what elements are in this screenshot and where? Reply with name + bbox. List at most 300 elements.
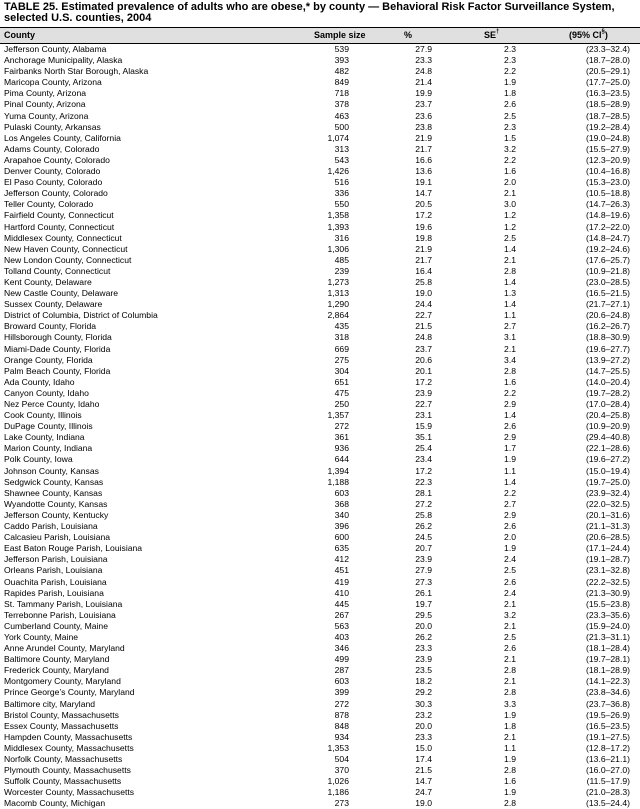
cell-sample-size: 600 [334, 532, 349, 543]
table-row [0, 732, 640, 743]
cell-county: Johnson County, Kansas [4, 465, 99, 476]
cell-county: Yuma County, Arizona [4, 110, 89, 121]
cell-ci: (16.5–21.5) [586, 288, 630, 299]
cell-ci: (13.9–27.2) [586, 354, 630, 365]
cell-ci: (19.7–28.1) [586, 654, 630, 665]
cell-sample-size: 1,273 [327, 276, 349, 287]
cell-ci: (14.1–22.3) [586, 676, 630, 687]
cell-se: 1.4 [504, 299, 516, 310]
cell-percent: 17.2 [415, 465, 432, 476]
cell-se: 2.2 [504, 487, 516, 498]
cell-percent: 20.0 [415, 620, 432, 631]
cell-ci: (11.5–17.9) [586, 776, 630, 787]
cell-county: Teller County, Colorado [4, 199, 94, 210]
cell-sample-size: 651 [334, 376, 349, 387]
cell-se: 1.9 [504, 709, 516, 720]
cell-percent: 21.7 [415, 143, 432, 154]
cell-percent: 15.0 [415, 742, 432, 753]
cell-se: 1.6 [504, 376, 516, 387]
cell-sample-size: 482 [334, 66, 349, 77]
cell-sample-size: 1,186 [327, 787, 349, 798]
cell-county: Sussex County, Delaware [4, 299, 103, 310]
cell-county: Essex County, Massachusetts [4, 720, 119, 731]
cell-percent: 23.1 [415, 410, 432, 421]
cell-percent: 27.9 [415, 565, 432, 576]
cell-se: 1.6 [504, 166, 516, 177]
header-se-label: SE [484, 30, 497, 40]
cell-county: Polk County, Iowa [4, 454, 73, 465]
table-row [0, 210, 640, 221]
cell-county: District of Columbia, District of Columbia [4, 310, 158, 321]
cell-se: 2.3 [504, 55, 516, 66]
cell-percent: 17.2 [415, 210, 432, 221]
cell-se: 2.7 [504, 321, 516, 332]
cell-ci: (23.1–32.8) [586, 565, 630, 576]
cell-ci: (12.3–20.9) [586, 154, 630, 165]
cell-percent: 29.5 [415, 609, 432, 620]
cell-percent: 23.4 [415, 454, 432, 465]
cell-se: 2.8 [504, 798, 516, 809]
cell-sample-size: 1,353 [327, 742, 349, 753]
cell-se: 1.4 [504, 410, 516, 421]
cell-se: 2.2 [504, 387, 516, 398]
cell-se: 2.8 [504, 687, 516, 698]
cell-se: 2.9 [504, 509, 516, 520]
table-row [0, 488, 640, 499]
cell-se: 3.3 [504, 698, 516, 709]
cell-se: 2.1 [504, 254, 516, 265]
cell-percent: 22.7 [415, 399, 432, 409]
table-row [0, 787, 640, 798]
cell-percent: 30.3 [415, 698, 432, 709]
cell-ci: (18.1–28.4) [586, 643, 630, 654]
table-row [0, 710, 640, 721]
cell-sample-size: 718 [334, 88, 349, 99]
table-row [0, 466, 640, 477]
cell-percent: 26.2 [415, 521, 432, 532]
cell-percent: 21.5 [415, 765, 432, 776]
cell-county: Terrebonne Parish, Louisiana [4, 609, 116, 620]
cell-sample-size: 368 [334, 498, 349, 509]
cell-sample-size: 287 [334, 665, 349, 676]
cell-percent: 22.3 [415, 476, 432, 487]
cell-percent: 23.3 [415, 731, 432, 742]
table-row [0, 355, 640, 366]
cell-sample-size: 1,074 [327, 132, 349, 143]
cell-sample-size: 318 [334, 332, 349, 343]
table-row [0, 55, 640, 66]
cell-county: Ada County, Idaho [4, 376, 75, 387]
table-row [0, 388, 640, 399]
cell-county: Maricopa County, Arizona [4, 77, 102, 88]
cell-ci: (23.3–32.4) [586, 44, 630, 54]
cell-sample-size: 1,313 [327, 288, 349, 299]
cell-se: 2.8 [504, 265, 516, 276]
cell-se: 1.6 [504, 776, 516, 787]
cell-percent: 24.8 [415, 66, 432, 77]
cell-percent: 17.2 [415, 376, 432, 387]
cell-se: 1.1 [504, 465, 516, 476]
cell-sample-size: 403 [334, 631, 349, 642]
table-row [0, 410, 640, 421]
cell-se: 2.1 [504, 598, 516, 609]
cell-percent: 21.4 [415, 77, 432, 88]
header-ci-open: (95% CI [569, 30, 602, 40]
cell-ci: (15.5–23.8) [586, 598, 630, 609]
cell-sample-size: 370 [334, 765, 349, 776]
cell-county: Jefferson County, Kentucky [4, 509, 109, 520]
cell-se: 2.6 [504, 99, 516, 110]
table-row [0, 610, 640, 621]
cell-county: El Paso County, Colorado [4, 177, 103, 188]
cell-sample-size: 361 [334, 432, 349, 443]
cell-county: Norfolk County, Massachusetts [4, 754, 123, 764]
cell-sample-size: 1,306 [327, 243, 349, 254]
table-row [0, 377, 640, 388]
table-row [0, 88, 640, 99]
table-row [0, 599, 640, 610]
cell-se: 1.9 [504, 787, 516, 798]
cell-sample-size: 275 [334, 354, 349, 365]
cell-sample-size: 1,358 [327, 210, 349, 221]
table-row [0, 155, 640, 166]
cell-ci: (13.5–24.4) [586, 798, 630, 809]
cell-sample-size: 504 [334, 754, 349, 764]
cell-se: 1.8 [504, 720, 516, 731]
cell-county: Hampden County, Massachusetts [4, 731, 133, 742]
cell-percent: 20.7 [415, 543, 432, 554]
table-row [0, 288, 640, 299]
table-row [0, 233, 640, 244]
cell-percent: 27.2 [415, 498, 432, 509]
cell-sample-size: 412 [334, 554, 349, 565]
table-row [0, 77, 640, 88]
cell-county: Jefferson Parish, Louisiana [4, 554, 108, 565]
cell-ci: (19.7–28.2) [586, 387, 630, 398]
cell-percent: 16.6 [415, 154, 432, 165]
cell-county: Anne Arundel County, Maryland [4, 643, 125, 654]
cell-se: 2.4 [504, 554, 516, 565]
cell-sample-size: 399 [334, 687, 349, 698]
cell-sample-size: 273 [334, 798, 349, 809]
cell-ci: (14.7–26.3) [586, 199, 630, 210]
cell-percent: 25.8 [415, 509, 432, 520]
table-row [0, 199, 640, 210]
cell-se: 2.6 [504, 421, 516, 432]
cell-sample-size: 378 [334, 99, 349, 110]
table-row [0, 66, 640, 77]
cell-sample-size: 644 [334, 454, 349, 465]
cell-se: 2.5 [504, 110, 516, 121]
cell-percent: 23.3 [415, 55, 432, 66]
table-title: TABLE 25. Estimated prevalence of adults who are obese,* by county — Behavioral Risk Factor Surveillance System, selected U.S. counties, 2004 [4, 1, 615, 24]
table-row [0, 443, 640, 454]
table-row [0, 588, 640, 599]
cell-percent: 24.7 [415, 787, 432, 798]
cell-county: Wyandotte County, Kansas [4, 498, 108, 509]
cell-sample-size: 272 [334, 698, 349, 709]
header-se [484, 29, 499, 41]
cell-sample-size: 2,864 [327, 310, 349, 321]
cell-sample-size: 543 [334, 154, 349, 165]
cell-percent: 20.5 [415, 199, 432, 210]
cell-percent: 23.9 [415, 654, 432, 665]
table-row [0, 166, 640, 177]
table-row [0, 499, 640, 510]
table-row [0, 543, 640, 554]
header-ci [569, 29, 608, 41]
cell-sample-size: 1,426 [327, 166, 349, 177]
table-row [0, 643, 640, 654]
cell-sample-size: 346 [334, 643, 349, 654]
cell-percent: 19.9 [415, 88, 432, 99]
cell-ci: (16.5–23.5) [586, 720, 630, 731]
cell-percent: 14.7 [415, 188, 432, 199]
table-row [0, 454, 640, 465]
table-row [0, 321, 640, 332]
table-row [0, 554, 640, 565]
cell-se: 1.4 [504, 476, 516, 487]
cell-sample-size: 635 [334, 543, 349, 554]
cell-county: Middlesex County, Massachusetts [4, 742, 134, 753]
table-row [0, 366, 640, 377]
cell-se: 2.2 [504, 66, 516, 77]
cell-county: DuPage County, Illinois [4, 421, 93, 432]
cell-sample-size: 500 [334, 121, 349, 132]
cell-se: 2.4 [504, 587, 516, 598]
cell-county: Arapahoe County, Colorado [4, 154, 110, 165]
cell-se: 2.1 [504, 654, 516, 665]
cell-percent: 21.9 [415, 132, 432, 143]
table-row [0, 776, 640, 787]
table-row [0, 188, 640, 199]
cell-se: 1.1 [504, 310, 516, 321]
cell-percent: 25.8 [415, 276, 432, 287]
table-row [0, 277, 640, 288]
cell-ci: (16.2–26.7) [586, 321, 630, 332]
cell-ci: (22.1–28.6) [586, 443, 630, 454]
header-se-footnote-mark: † [496, 29, 500, 35]
cell-ci: (18.5–28.9) [586, 99, 630, 110]
cell-county: Nez Perce County, Idaho [4, 399, 100, 409]
cell-ci: (19.1–27.5) [586, 731, 630, 742]
cell-percent: 13.6 [415, 166, 432, 177]
table-row [0, 532, 640, 543]
cell-ci: (19.1–28.7) [586, 554, 630, 565]
cell-county: Palm Beach County, Florida [4, 365, 111, 376]
cell-percent: 21.9 [415, 243, 432, 254]
cell-county: Frederick County, Maryland [4, 665, 109, 676]
cell-se: 3.0 [504, 199, 516, 210]
cell-se: 2.6 [504, 521, 516, 532]
header-sample-size: Sample size [314, 30, 366, 40]
cell-percent: 19.0 [415, 798, 432, 809]
cell-ci: (23.3–35.6) [586, 609, 630, 620]
cell-sample-size: 419 [334, 576, 349, 587]
cell-se: 2.2 [504, 154, 516, 165]
cell-percent: 20.6 [415, 354, 432, 365]
cell-se: 2.8 [504, 765, 516, 776]
cell-ci: (20.1–31.6) [586, 509, 630, 520]
cell-percent: 21.7 [415, 254, 432, 265]
cell-se: 2.0 [504, 177, 516, 188]
cell-sample-size: 485 [334, 254, 349, 265]
header-ci-footnote-mark: § [601, 29, 605, 35]
cell-ci: (15.0–19.4) [586, 465, 630, 476]
cell-percent: 23.7 [415, 343, 432, 354]
cell-ci: (22.0–32.5) [586, 498, 630, 509]
table-row [0, 743, 640, 754]
cell-ci: (17.6–25.7) [586, 254, 630, 265]
cell-county: Rapides Parish, Louisiana [4, 587, 104, 598]
cell-percent: 18.2 [415, 676, 432, 687]
cell-county: Baltimore city, Maryland [4, 698, 96, 709]
cell-ci: (21.3–30.9) [586, 587, 630, 598]
cell-sample-size: 267 [334, 609, 349, 620]
cell-sample-size: 435 [334, 321, 349, 332]
cell-county: Caddo Parish, Louisiana [4, 521, 98, 532]
cell-percent: 20.0 [415, 720, 432, 731]
cell-se: 1.2 [504, 210, 516, 221]
cell-se: 2.6 [504, 576, 516, 587]
cell-county: Pulaski County, Arkansas [4, 121, 101, 132]
table-row [0, 754, 640, 765]
cell-se: 2.1 [504, 188, 516, 199]
header-county: County [4, 30, 35, 40]
cell-ci: (15.9–24.0) [586, 620, 630, 631]
cell-se: 1.7 [504, 443, 516, 454]
cell-ci: (17.0–28.4) [586, 399, 630, 409]
cell-ci: (10.4–16.8) [586, 166, 630, 177]
cell-percent: 27.9 [415, 44, 432, 54]
cell-county: Pima County, Arizona [4, 88, 86, 99]
cell-county: Suffolk County, Massachusetts [4, 776, 122, 787]
table-row [0, 676, 640, 687]
cell-ci: (21.3–31.1) [586, 631, 630, 642]
cell-se: 2.8 [504, 365, 516, 376]
table-row [0, 521, 640, 532]
table-row [0, 477, 640, 488]
cell-county: Jefferson County, Colorado [4, 188, 108, 199]
cell-county: Baltimore County, Maryland [4, 654, 110, 665]
cell-ci: (20.6–24.8) [586, 310, 630, 321]
cell-county: Cook County, Illinois [4, 410, 82, 421]
cell-sample-size: 603 [334, 676, 349, 687]
cell-ci: (17.2–22.0) [586, 221, 630, 232]
cell-percent: 23.9 [415, 387, 432, 398]
table-row [0, 687, 640, 698]
cell-sample-size: 239 [334, 265, 349, 276]
table-row [0, 665, 640, 676]
cell-ci: (16.3–23.5) [586, 88, 630, 99]
table-row [0, 99, 640, 110]
cell-county: Hartford County, Connecticut [4, 221, 115, 232]
cell-sample-size: 410 [334, 587, 349, 598]
cell-county: Miami-Dade County, Florida [4, 343, 111, 354]
cell-county: Canyon County, Idaho [4, 387, 89, 398]
cell-percent: 19.7 [415, 598, 432, 609]
cell-se: 1.1 [504, 742, 516, 753]
cell-sample-size: 563 [334, 620, 349, 631]
table-row [0, 510, 640, 521]
table-row [0, 721, 640, 732]
cell-ci: (21.0–28.3) [586, 787, 630, 798]
cell-percent: 20.1 [415, 365, 432, 376]
cell-county: Worcester County, Massachusetts [4, 787, 135, 798]
cell-county: Adams County, Colorado [4, 143, 100, 154]
cell-se: 2.1 [504, 731, 516, 742]
cell-percent: 22.7 [415, 310, 432, 321]
table-row [0, 632, 640, 643]
cell-percent: 24.5 [415, 532, 432, 543]
cell-sample-size: 451 [334, 565, 349, 576]
cell-se: 2.9 [504, 399, 516, 409]
cell-sample-size: 336 [334, 188, 349, 199]
cell-sample-size: 550 [334, 199, 349, 210]
cell-county: New London County, Connecticut [4, 254, 132, 265]
cell-percent: 23.7 [415, 99, 432, 110]
cell-se: 2.7 [504, 498, 516, 509]
cell-county: Middlesex County, Connecticut [4, 232, 122, 243]
table-row [0, 577, 640, 588]
cell-ci: (19.2–28.4) [586, 121, 630, 132]
table-row [0, 654, 640, 665]
cell-ci: (19.2–24.6) [586, 243, 630, 254]
cell-sample-size: 250 [334, 399, 349, 409]
cell-se: 2.9 [504, 432, 516, 443]
table-row [0, 310, 640, 321]
cell-ci: (14.7–25.5) [586, 365, 630, 376]
cell-se: 2.3 [504, 121, 516, 132]
cell-sample-size: 936 [334, 443, 349, 454]
cell-se: 3.1 [504, 332, 516, 343]
cell-sample-size: 393 [334, 55, 349, 66]
cell-ci: (14.8–19.6) [586, 210, 630, 221]
cell-ci: (19.0–24.8) [586, 132, 630, 143]
table-row [0, 244, 640, 255]
table-row [0, 565, 640, 576]
cell-county: Orange County, Florida [4, 354, 93, 365]
cell-ci: (15.3–23.0) [586, 177, 630, 188]
cell-sample-size: 849 [334, 77, 349, 88]
cell-sample-size: 1,357 [327, 410, 349, 421]
cell-county: Bristol County, Massachusetts [4, 709, 119, 720]
cell-county: Montgomery County, Maryland [4, 676, 121, 687]
cell-percent: 19.1 [415, 177, 432, 188]
header-ci-close: ) [604, 30, 608, 40]
cell-ci: (18.8–30.9) [586, 332, 630, 343]
cell-county: New Castle County, Delaware [4, 288, 118, 299]
cell-se: 1.9 [504, 543, 516, 554]
cell-percent: 24.8 [415, 332, 432, 343]
cell-ci: (21.7–27.1) [586, 299, 630, 310]
cell-se: 3.2 [504, 609, 516, 620]
table-row [0, 111, 640, 122]
cell-sample-size: 669 [334, 343, 349, 354]
table-row [0, 421, 640, 432]
cell-sample-size: 848 [334, 720, 349, 731]
cell-percent: 25.4 [415, 443, 432, 454]
cell-percent: 15.9 [415, 421, 432, 432]
cell-ci: (18.7–28.5) [586, 110, 630, 121]
table-row [0, 177, 640, 188]
cell-percent: 27.3 [415, 576, 432, 587]
cell-se: 3.2 [504, 143, 516, 154]
cell-se: 2.5 [504, 565, 516, 576]
cell-ci: (12.8–17.2) [586, 742, 630, 753]
cell-percent: 23.3 [415, 643, 432, 654]
cell-se: 2.8 [504, 665, 516, 676]
